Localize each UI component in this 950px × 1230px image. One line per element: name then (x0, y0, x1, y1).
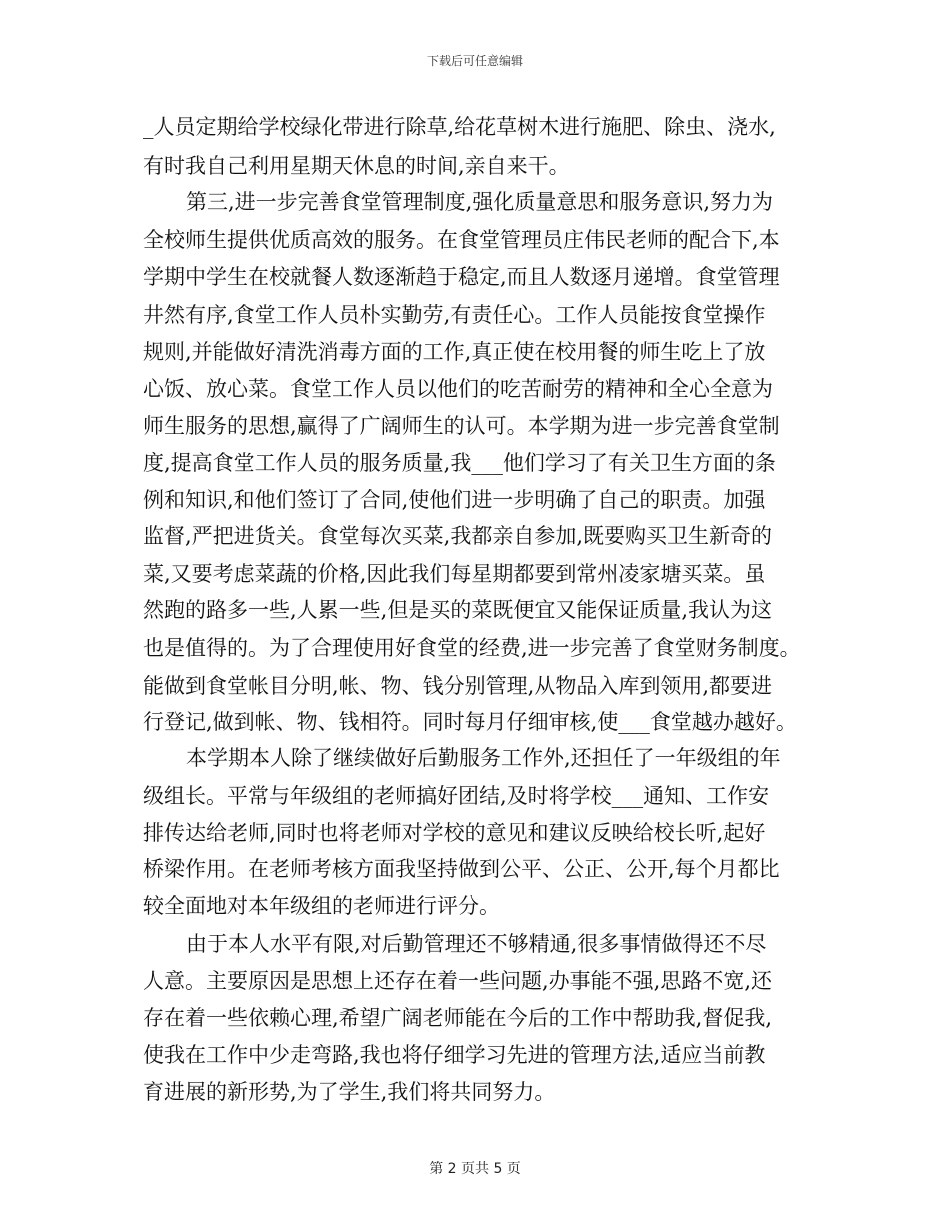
page-header: 下载后可任意编辑 (426, 54, 523, 68)
body-line: 本学期本人除了继续做好后勤服务工作外,还担任了一年级组的年 (186, 746, 781, 770)
body-line: 第三,进一步完善食堂管理制度,强化质量意思和服务意识,努力为 (186, 190, 774, 214)
page-footer: 第 2 页共 5 页 (429, 1161, 521, 1177)
body-line: 监督,严把进货关。食堂每次买菜,我都亲自参加,既要购买卫生新奇的 (143, 524, 773, 548)
body-line: 然跑的路多一些,人累一些,但是买的菜既便宜又能保证质量,我认为这 (143, 598, 773, 622)
body-line: 规则,并能做好清洗消毒方面的工作,真正使在校用餐的师生吃上了放 (143, 340, 766, 364)
body-line: _人员定期给学校绿化带进行除草,给花草树木进行施肥、除虫、浇水, (143, 115, 776, 139)
body-line: 井然有序,食堂工作人员朴实勤劳,有责任心。工作人员能按食堂操作 (143, 303, 766, 327)
body-line: 学期中学生在校就餐人数逐渐趋于稳定,而且人数逐月递增。食堂管理 (143, 265, 780, 289)
body-line: 心饭、放心菜。食堂工作人员以他们的吃苦耐劳的精神和全心全意为 (143, 377, 773, 401)
body-line: 也是值得的。为了合理使用好食堂的经费,进一步完善了食堂财务制度。 (143, 636, 801, 660)
body-line: 有时我自己利用星期天休息的时间,亲自来干。 (143, 154, 570, 178)
body-line: 行登记,做到帐、物、钱相符。同时每月仔细审核,使___食堂越办越好。 (143, 710, 797, 734)
body-line: 使我在工作中少走弯路,我也将仔细学习先进的管理方法,适应当前教 (143, 1043, 766, 1067)
body-line: 排传达给老师,同时也将老师对学校的意见和建议反映给校长听,起好 (143, 821, 766, 845)
body-line: 育进展的新形势,为了学生,我们将共同努力。 (143, 1080, 556, 1104)
body-line: 例和知识,和他们签订了合同,使他们进一步明确了自己的职责。加强 (143, 488, 766, 512)
body-line: 级组长。平常与年级组的老师搞好团结,及时将学校___通知、工作安 (143, 784, 770, 808)
body-line: 全校师生提供优质高效的服务。在食堂管理员庄伟民老师的配合下,本 (143, 228, 780, 252)
body-line: 人意。主要原因是思想上还存在着一些问题,办事能不强,思路不宽,还 (143, 969, 773, 993)
body-line: 菜,又要考虑菜蔬的价格,因此我们每星期都要到常州凌家塘买菜。虽 (143, 562, 766, 586)
body-line: 度,提高食堂工作人员的服务质量,我___他们学习了有关卫生方面的条 (143, 451, 776, 475)
body-line: 能做到食堂帐目分明,帐、物、钱分别管理,从物品入库到领用,都要进 (143, 674, 773, 698)
body-line: 桥梁作用。在老师考核方面我坚持做到公平、公正、公开,每个月都比 (143, 857, 780, 881)
body-line: 由于本人水平有限,对后勤管理还不够精通,很多事情做得还不尽 (186, 932, 767, 956)
body-line: 师生服务的思想,赢得了广阔师生的认可。本学期为进一步完善食堂制 (143, 414, 780, 438)
body-line: 存在着一些依赖心理,希望广阔老师能在今后的工作中帮助我,督促我, (143, 1006, 773, 1030)
body-line: 较全面地对本年级组的老师进行评分。 (143, 894, 500, 918)
